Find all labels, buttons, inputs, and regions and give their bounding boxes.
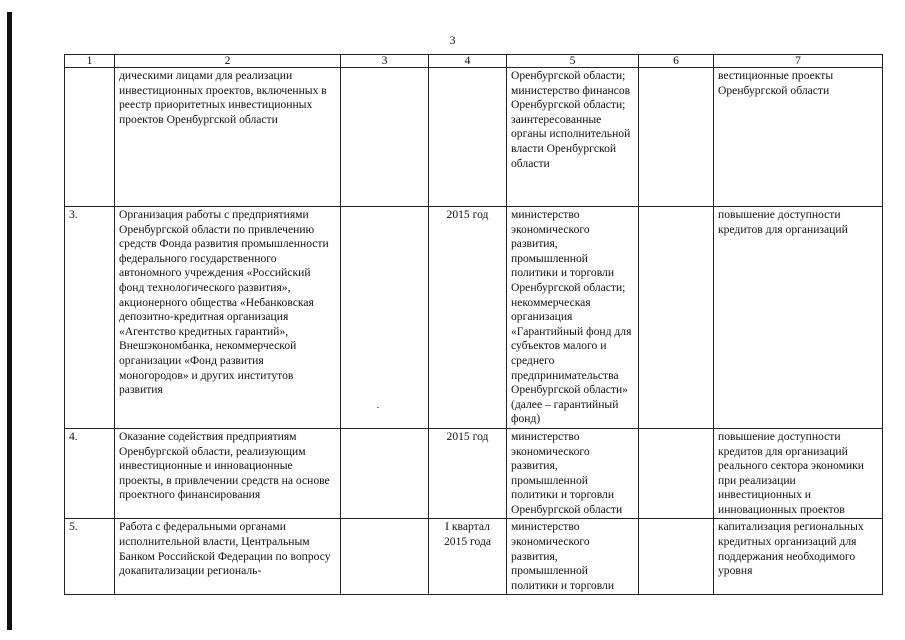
measures-table	[64, 54, 883, 595]
empty-cell	[341, 68, 429, 207]
row-number: 3.	[65, 207, 115, 429]
table-row	[65, 519, 883, 595]
executors-cell: министерство экономического развития, промышленной политики и торговли Оренбургской области; некоммерческая организация «Гарантийный фонд для субъектов малого и среднего предпринимательства Оренбургской области» (далее – гарантийный фонд)	[507, 207, 639, 429]
scan-edge-bar	[7, 12, 12, 630]
executors-cell: Оренбургской области; министерство финансов Оренбургской области; заинтересованные органы исполнительной власти Оренбургской области	[507, 68, 639, 207]
result-cell: вестиционные проекты Оренбургской области	[714, 68, 883, 207]
activity-cell: Оказание содействия предприятиям Оренбургской области, реализующим инвестиционные и инновационные проекты, в привлечении средств на основе проектного финансирования	[115, 428, 341, 519]
header-row	[65, 55, 883, 68]
header-col-6: 6	[639, 55, 714, 68]
row-number: 5.	[65, 519, 115, 595]
result-cell: повышение доступности кредитов для организаций	[714, 207, 883, 429]
empty-cell	[639, 68, 714, 207]
empty-cell	[341, 519, 429, 595]
period-cell: 2015 год	[429, 207, 507, 429]
header-col-5: 5	[507, 55, 639, 68]
row-number: 4.	[65, 428, 115, 519]
period-cell	[429, 68, 507, 207]
header-col-3: 3	[341, 55, 429, 68]
activity-cell: Организация работы с предприятиями Оренбургской области по привлечению средств Фонда развития промышленности федерального государственного автономного учреждения «Российский фонд технологического развития», акционерного общества «Небанковская депозитно-кредитная организация «Агентство кредитных гарантий», Внешэкономбанка, некоммерческой организации «Фонд развития моногородов» и других институтов развития	[115, 207, 341, 429]
header-col-7: 7	[714, 55, 883, 68]
table-row	[65, 207, 883, 429]
table-row	[65, 68, 883, 207]
period-cell: I квартал 2015 года	[429, 519, 507, 595]
header-col-4: 4	[429, 55, 507, 68]
header-col-1: 1	[65, 55, 115, 68]
activity-cell: Работа с федеральными органами исполнительной власти, Центральным Банком Российской Федерации по вопросу докапитализации региональ-	[115, 519, 341, 595]
result-cell: капитализация региональных кредитных организаций для поддержания необходимого уровня	[714, 519, 883, 595]
period-cell: 2015 год	[429, 428, 507, 519]
empty-cell	[639, 519, 714, 595]
result-cell: повышение доступности кредитов для организаций реального сектора экономики при реализации инвестиционных и инновационных проектов	[714, 428, 883, 519]
empty-cell	[341, 207, 429, 429]
header-col-2: 2	[115, 55, 341, 68]
table-row	[65, 428, 883, 519]
empty-cell	[639, 428, 714, 519]
empty-cell	[341, 428, 429, 519]
row-number	[65, 68, 115, 207]
executors-cell: министерство экономического развития, промышленной политики и торговли	[507, 519, 639, 595]
page-number: 3	[449, 33, 456, 47]
empty-cell	[639, 207, 714, 429]
executors-cell: министерство экономического развития, промышленной политики и торговли Оренбургской области	[507, 428, 639, 519]
activity-cell: дическими лицами для реализации инвестиционных проектов, включенных в реестр приоритетных инвестиционных проектов Оренбургской области	[115, 68, 341, 207]
scan-speck	[377, 407, 379, 408]
